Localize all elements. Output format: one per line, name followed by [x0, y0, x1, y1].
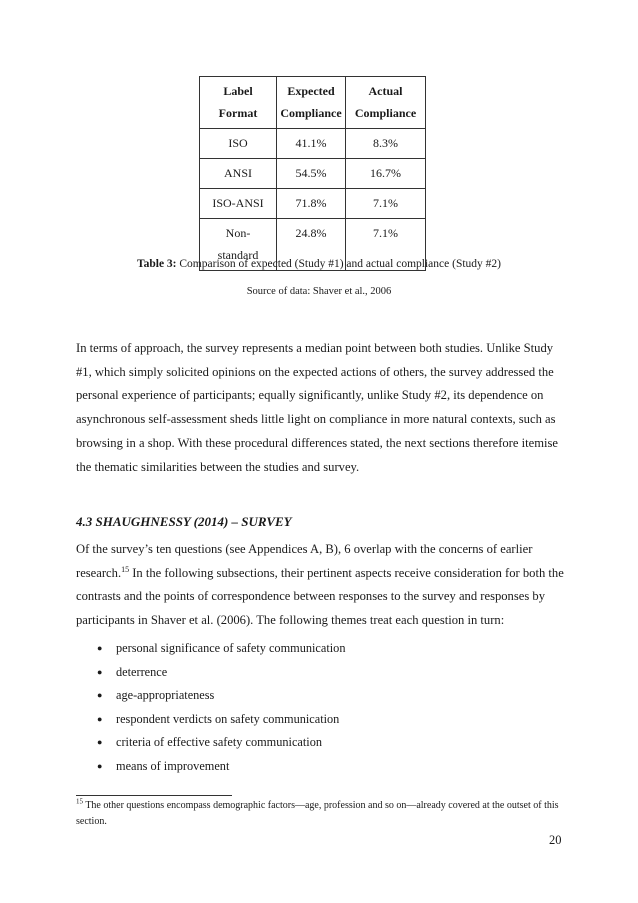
header-label-format: Label Format	[200, 77, 277, 129]
body-paragraph	[76, 538, 564, 633]
list-item	[76, 661, 345, 685]
bullet-icon: ●	[97, 713, 103, 724]
list-item	[76, 708, 345, 732]
section-heading: 4.3 SHAUGHNESSY (2014) – SURVEY	[76, 514, 292, 529]
caption-label: Table 3:	[137, 258, 177, 270]
list-item-text: respondent verdicts on safety communication	[116, 711, 340, 726]
table-caption	[0, 258, 638, 270]
table-row	[200, 189, 426, 219]
bullet-icon: ●	[97, 690, 103, 701]
footnote-number: 15	[76, 797, 83, 806]
compliance-table	[199, 76, 426, 271]
bullet-icon: ●	[97, 737, 103, 748]
cell-expected: 54.5%	[277, 159, 346, 189]
header-actual-compliance: Actual Compliance	[346, 77, 426, 129]
list-item-text: criteria of effective safety communication	[116, 735, 322, 750]
theme-list	[76, 637, 345, 779]
list-item-text: deterrence	[116, 664, 168, 679]
footnote-divider	[76, 795, 232, 796]
cell-label: ANSI	[200, 159, 277, 189]
cell-expected: 41.1%	[277, 129, 346, 159]
paragraph-text: In the following subsections, their pertinent aspects receive consideration for both the contrasts and the points of correspondence between responses to the survey and responses by participants in Shaver et al. (2006). The following themes treat each question in turn:	[76, 565, 564, 628]
cell-actual: 7.1%	[346, 189, 426, 219]
page-number: 20	[549, 833, 562, 847]
footnote	[76, 798, 566, 829]
table-row	[200, 129, 426, 159]
list-item	[76, 684, 345, 708]
cell-expected: 71.8%	[277, 189, 346, 219]
cell-actual: 7.1%	[346, 219, 426, 271]
footnote-ref[interactable]: 15	[121, 564, 130, 574]
list-item-text: personal significance of safety communication	[116, 641, 346, 655]
list-item	[76, 731, 345, 755]
list-item-text: age-appropriateness	[116, 688, 215, 703]
table-source: Source of data: Shaver et al., 2006	[246, 286, 392, 297]
list-item-text: means of improvement	[116, 758, 230, 773]
caption-text: Comparison of expected (Study #1) and actual compliance (Study #2)	[179, 258, 501, 270]
cell-label: ISO	[200, 129, 277, 159]
paragraph-text: Of the survey’s ten questions (see Appendices A, B), 6 overlap with the concerns of earlier research.	[76, 542, 533, 580]
list-item	[76, 637, 345, 661]
table-header-row	[200, 77, 426, 129]
bullet-icon: ●	[97, 666, 103, 677]
cell-actual: 8.3%	[346, 129, 426, 159]
header-expected-compliance: Expected Compliance	[277, 77, 346, 129]
cell-label: ISO-ANSI	[200, 189, 277, 219]
body-paragraph: In terms of approach, the survey represents a median point between both studies. Unlike Study #1, which simply solicited opinions on the expected actions of others, the survey addressed the personal experience of participants; equally significantly, unlike Study #2, its dependence on asynchronous self-assessment sheds little light on compliance in more natural contexts, such as browsing in a shop. With these procedural differences stated, the next sections therefore itemise the thematic similarities between the studies and survey.	[76, 341, 558, 474]
footnote-text: The other questions encompass demographic factors—age, profession and so on—already covered at the outset of this section.	[76, 800, 559, 827]
list-item	[76, 755, 345, 779]
cell-expected: 24.8%	[277, 219, 346, 271]
cell-actual: 16.7%	[346, 159, 426, 189]
cell-label: Non- standard	[200, 219, 277, 271]
bullet-icon: ●	[97, 760, 103, 771]
bullet-icon: ●	[97, 643, 103, 653]
table-row	[200, 159, 426, 189]
